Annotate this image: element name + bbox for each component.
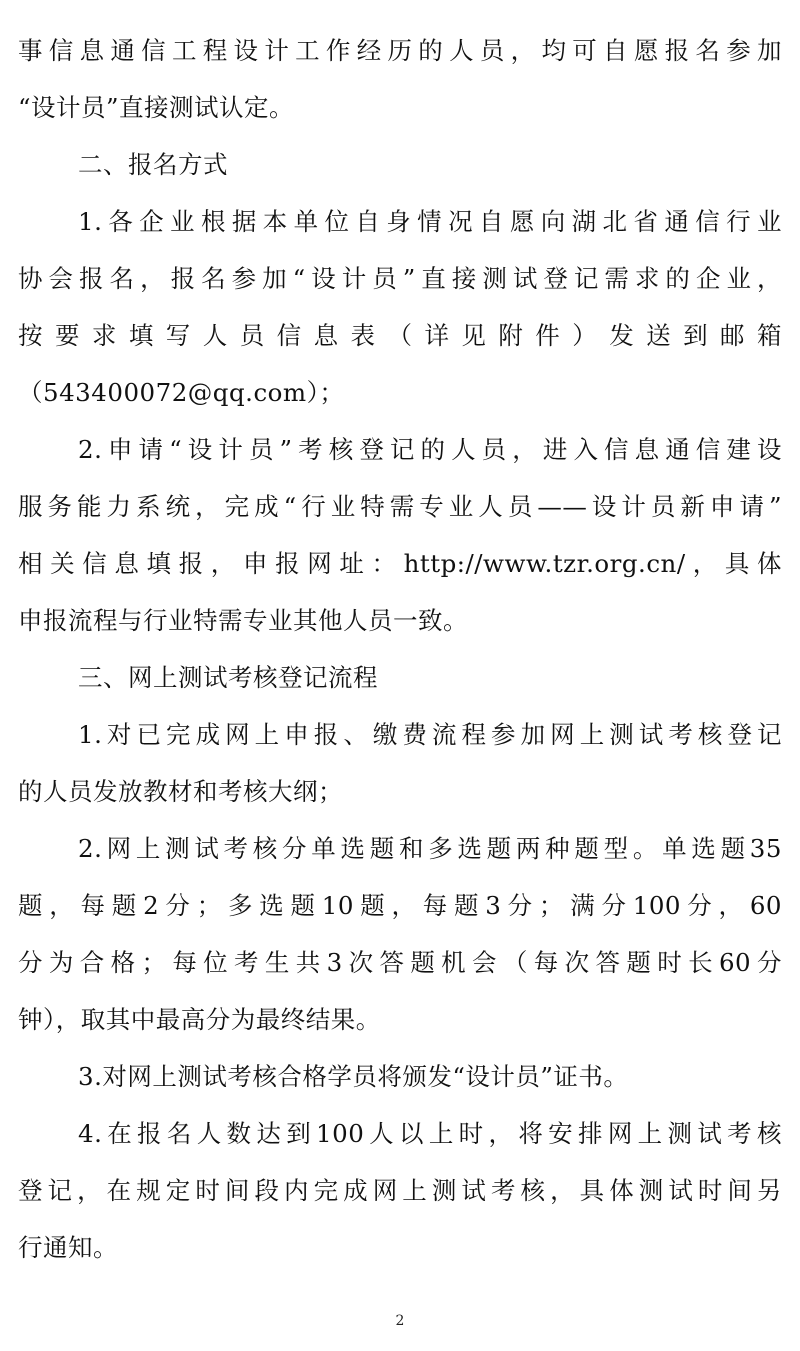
document-body <box>18 22 782 1276</box>
text-line-20: 4.在报名人数达到100人以上时，将安排网上测试考核 <box>78 1119 782 1148</box>
text-line-13: 1.对已完成网上申报、缴费流程参加网上测试考核登记 <box>78 720 782 749</box>
text-line-9: 服务能力系统，完成“行业特需专业人员——设计员新申请” <box>18 492 782 521</box>
section-heading-3: 三、网上测试考核登记流程 <box>78 663 378 692</box>
text-line-14: 的人员发放教材和考核大纲； <box>18 777 343 806</box>
text-line-15: 2.网上测试考核分单选题和多选题两种题型。单选题35 <box>78 834 782 863</box>
text-line-22: 行通知。 <box>18 1233 118 1262</box>
text-line-11: 申报流程与行业特需专业其他人员一致。 <box>18 606 468 635</box>
text-line-16: 题，每题2分；多选题10题，每题3分；满分100分，60 <box>18 891 782 920</box>
page-number: 2 <box>395 1313 405 1329</box>
text-line-18: 钟），取其中最高分为最终结果。 <box>18 1005 381 1034</box>
email-line: （543400072@qq.com）； <box>18 378 345 407</box>
url-line: 相关信息填报，申报网址：http://www.tzr.org.cn/，具体 <box>18 549 782 578</box>
text-line-4: 1.各企业根据本单位自身情况自愿向湖北省通信行业 <box>78 207 782 236</box>
text-line-17: 分为合格；每位考生共3次答题机会（每次答题时长60分 <box>18 948 782 977</box>
text-line-5: 协会报名，报名参加“设计员”直接测试登记需求的企业， <box>18 264 782 293</box>
text-line-6: 按要求填写人员信息表（详见附件）发送到邮箱 <box>18 321 782 350</box>
text-line-21: 登记，在规定时间段内完成网上测试考核，具体测试时间另 <box>18 1176 782 1205</box>
text-line-2: “设计员”直接测试认定。 <box>18 93 295 122</box>
text-line-19: 3.对网上测试考核合格学员将颁发“设计员”证书。 <box>78 1062 629 1091</box>
section-heading-2: 二、报名方式 <box>78 150 228 179</box>
text-line-1: 事信息通信工程设计工作经历的人员，均可自愿报名参加 <box>18 36 782 65</box>
text-line-8: 2.申请“设计员”考核登记的人员，进入信息通信建设 <box>78 435 782 464</box>
